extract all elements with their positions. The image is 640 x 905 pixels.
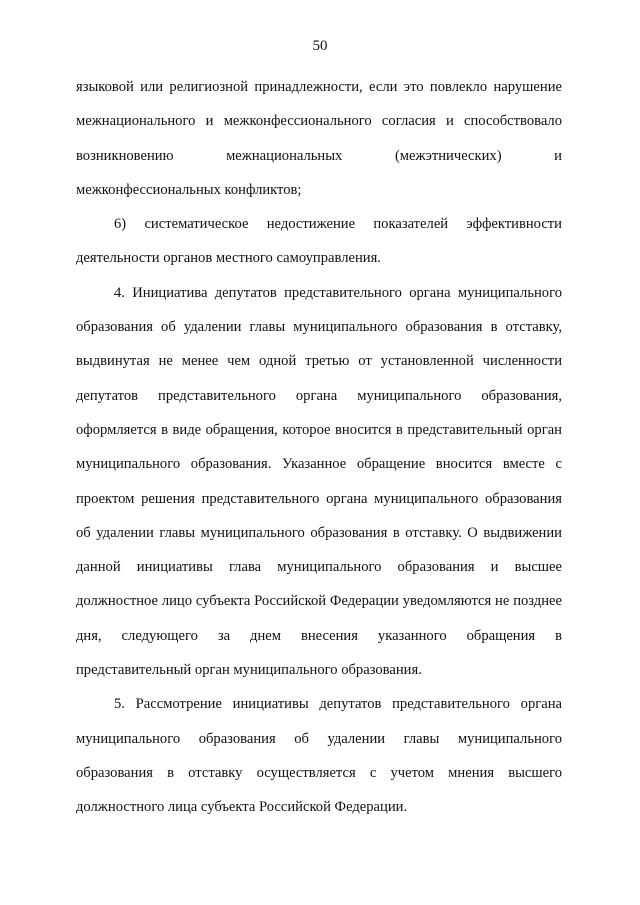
page-number: 50 [312,38,328,54]
paragraph-clause-5: 5. Рассмотрение инициативы депутатов представительного органа муниципального образования об удалении главы муниципального образования в отставку осуществляется с учетом мнения высшего должностного лица субъекта Российской Федерации. [76,696,562,816]
paragraph-continuation: языковой или религиозной принадлежности, если это повлекло нарушение межнационального и межконфессионального согласия и способствовало возникновению межнациональных (межэтнических) и межконфессиональных конфликтов; [76,79,562,198]
paragraph-clause-4: 4. Инициатива депутатов представительного органа муниципального образования об удалении главы муниципального образования в отставку, выдвинутая не менее чем одной третью от установленной численности депутатов представительного органа муниципального образования, оформляется в виде обращения, которое вносится в представительный орган муниципального образования. Указанное обращение вносится вместе с проектом решения представительного органа муниципального образования об удалении главы муниципального образования в отставку. О выдвижении данной инициативы глава муниципального образования и высшее должностное лицо субъекта Российской Федерации уведомляются не позднее дня, следующего за днем внесения указанного обращения в представительный орган муниципального образования. [76,284,562,679]
paragraph-item-6: 6) систематическое недостижение показателей эффективности деятельности органов местного самоуправления. [76,216,562,267]
document-body [76,70,562,825]
